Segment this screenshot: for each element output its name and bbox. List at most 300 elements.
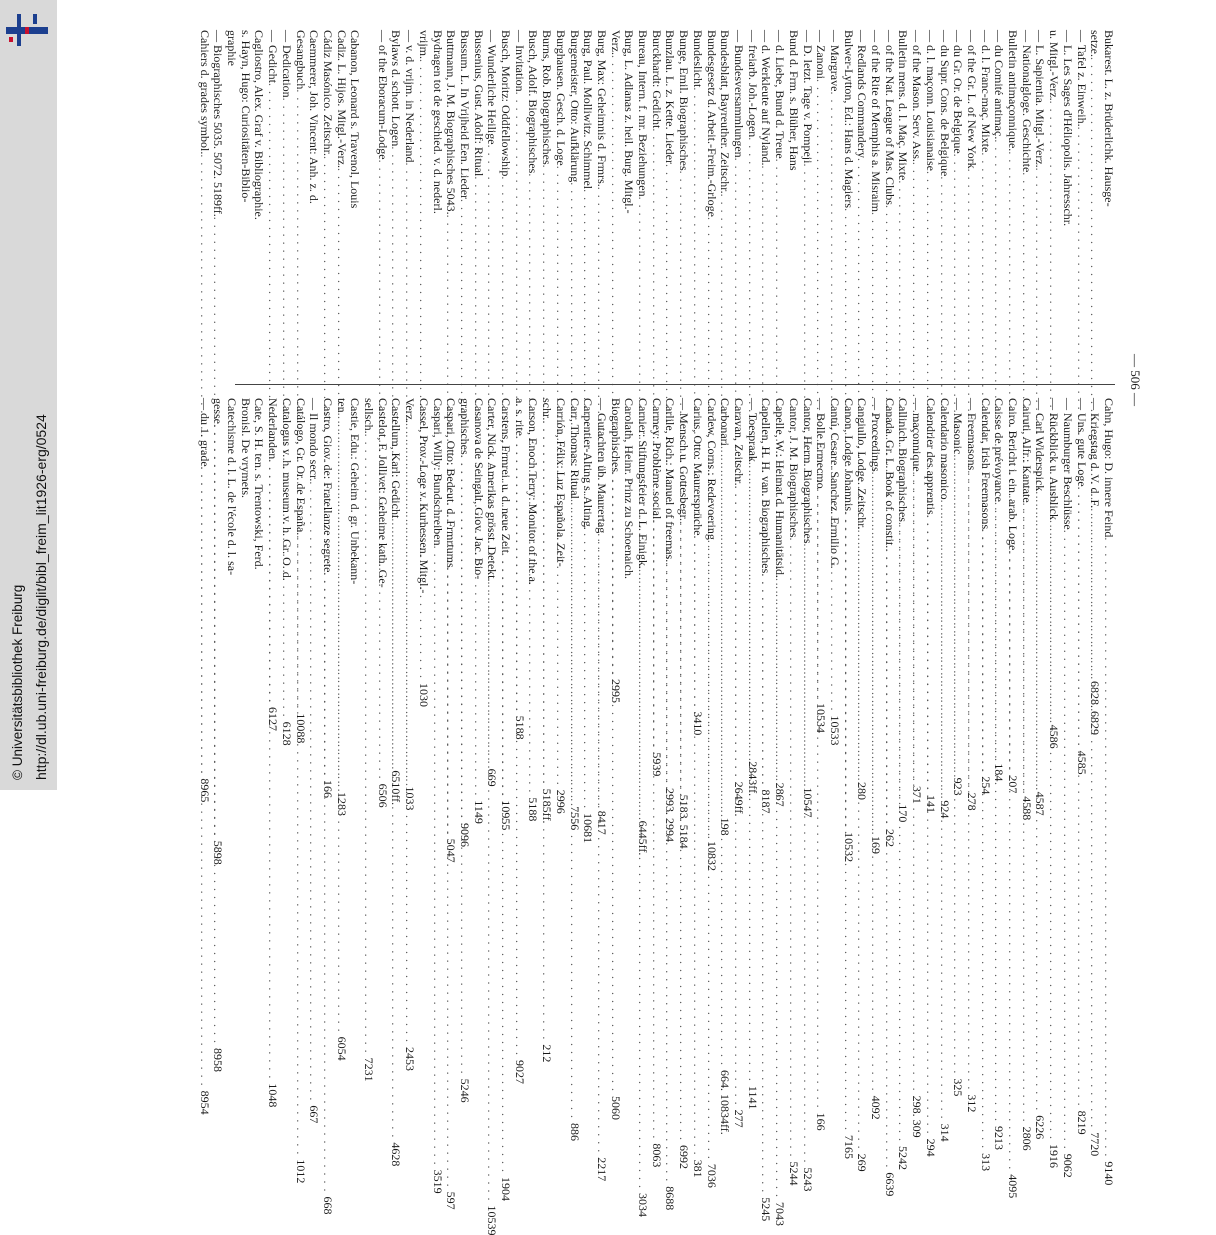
column-divider xyxy=(235,384,1115,385)
index-entry xyxy=(279,398,293,734)
entry-title: — Il mondo secr. xyxy=(307,398,322,482)
entry-title: Buttmann, J. M. Biographisches 5043. xyxy=(444,30,459,215)
entry-title: Burg, L. Adlanas z. heil. Burg. Mitgl.- xyxy=(622,30,637,214)
entry-number: 5245 xyxy=(759,1197,774,1222)
entry-number: 9140 xyxy=(1102,1161,1116,1186)
entry-number: 2217 xyxy=(594,1157,609,1182)
entry-title: gesse xyxy=(211,398,226,424)
entry-title: Cádiz Masónico. Zeitschr. xyxy=(320,30,335,156)
entry-number: 10532 xyxy=(841,832,856,863)
entry-title: — v. d. vrijm. in Nederland xyxy=(403,30,418,163)
entry-number: 2806 xyxy=(1019,1126,1034,1151)
entry-number: 277 xyxy=(732,1109,747,1128)
entry-number: 6226 xyxy=(1033,1115,1048,1140)
index-entry xyxy=(224,30,238,366)
dot-leader xyxy=(594,533,608,1153)
entry-title: Carius, Otto: Maurersprüche xyxy=(690,398,705,536)
entry-title: Caisse de prévoyance xyxy=(992,398,1007,502)
entry-title: Bundesgesetz d. Arbeit.-Freim.-Grloge xyxy=(704,30,719,217)
entry-number: 280 xyxy=(855,781,870,800)
entry-number: 4628 xyxy=(389,1142,404,1167)
entry-title: Callinich. Biographisches xyxy=(896,398,911,522)
index-entry xyxy=(348,398,362,734)
entry-title: — du Gr. Or. de Belgique xyxy=(951,30,966,154)
entry-title: — L. Sapientia. Mitgl.-Verz. xyxy=(1033,30,1048,168)
entry-number: 10547 xyxy=(800,787,815,818)
dot-leader xyxy=(1046,520,1060,1140)
dot-leader xyxy=(307,481,321,1101)
entry-title: ten xyxy=(334,398,349,413)
entry-title: — Toespraak xyxy=(745,398,760,462)
entry-title: Nederlanden xyxy=(266,398,281,460)
index-entry xyxy=(1101,398,1116,1186)
entry-title: — du Comité antimaç. xyxy=(992,30,1007,140)
entry-title: — Tafel z. Einweih. xyxy=(1074,30,1089,127)
index-entry xyxy=(786,30,800,366)
entry-number: 923 xyxy=(951,777,966,796)
entry-title: Catalogus v. h. museum v. h. Gr. O. d. xyxy=(279,398,294,581)
entry-title: Bunzlau. L. z. Kette. Lieder xyxy=(663,30,678,164)
entry-number: 3034 xyxy=(636,1192,651,1217)
dot-leader xyxy=(786,538,800,1158)
entry-title: — Redlands Commandery xyxy=(855,30,870,158)
entry-number: 6127 xyxy=(266,707,281,731)
entry-number: 262 xyxy=(882,828,897,847)
entry-number: 1033 xyxy=(403,786,418,811)
index-entry xyxy=(1060,30,1074,366)
index-entry xyxy=(361,398,377,1082)
index-entry xyxy=(375,398,389,734)
viewer-sidebar xyxy=(0,0,57,790)
index-entry xyxy=(512,398,527,1084)
entry-title: — maçonnique xyxy=(910,398,925,472)
index-entry xyxy=(553,398,567,734)
entry-number: 6054 xyxy=(334,1036,349,1061)
entry-title: Bukarest. L. z. Brüderlichk. Hausge- xyxy=(1102,30,1116,207)
index-entry xyxy=(361,30,375,366)
entry-title: Carnier: Stiftungsfeier d. L. Einigk. xyxy=(636,398,651,569)
entry-title: sellsch. xyxy=(362,398,377,434)
index-entry xyxy=(416,398,430,734)
index-entry xyxy=(348,30,362,366)
entry-title: Casanova de Seingalt, Giov. Jac. Bio- xyxy=(471,398,486,580)
entry-title: Cahiers d. grades symbol. xyxy=(197,30,212,155)
index-entry xyxy=(252,398,266,734)
entry-title: — d. l. maçonn. Louisianaise xyxy=(923,30,938,171)
entry-number: 8965 xyxy=(197,778,212,803)
entry-title: Carstens, Frmrei. u. d. neue Zeit xyxy=(499,398,514,553)
entry-title: Burgemeister, Otto: Aufklärung xyxy=(567,30,582,183)
entry-title: Bunge, Emil. Biographisches xyxy=(677,30,692,171)
entry-title: Canada. Gr. L. Book of constit. xyxy=(882,398,897,549)
entry-title: Bulwer-Lytton, Ed.: Hans d. Magiers xyxy=(841,30,856,209)
entry-number: 313 xyxy=(978,1153,993,1172)
entry-number: 1904 xyxy=(499,1176,514,1201)
entry-number: 2995 xyxy=(608,678,623,703)
entry-number: 141 xyxy=(923,794,938,813)
entry-number: 5244 xyxy=(786,1161,801,1186)
entry-title: — Carl Widerspick xyxy=(1033,398,1048,492)
entry-number: 8187 xyxy=(759,789,774,814)
entry-title: Cantor, Herm. Biographisches xyxy=(800,398,815,544)
entry-number: 325 xyxy=(951,1078,966,1097)
index-entry xyxy=(430,30,444,366)
entry-number: 4586 xyxy=(1047,724,1062,749)
entry-number: 667 xyxy=(307,1105,322,1124)
entry-number: 170 xyxy=(896,804,911,823)
entry-number: 278 xyxy=(964,792,979,811)
entry-title: — freiarb. Joh.-Logen xyxy=(745,30,760,138)
library-logo-icon xyxy=(6,12,48,48)
entry-title: vrijm. xyxy=(416,30,431,59)
entry-title: — Naumburger Beschlüsse xyxy=(1060,398,1075,530)
entry-title: Biographisches xyxy=(608,398,623,472)
entry-number: 6639 xyxy=(882,1172,897,1197)
entry-title: Cantor, J. M. Biographisches xyxy=(786,398,801,538)
entry-number: 6506 xyxy=(375,783,390,808)
entry-title: schr. xyxy=(540,398,555,421)
dot-leader xyxy=(649,519,663,1139)
entry-number: 3519 xyxy=(430,1169,445,1194)
entry-title: Caemmerer, Joh. Vincent: Anh. z. d. xyxy=(307,30,322,204)
entry-title: — d. l. Franc-maç. Mixte xyxy=(978,30,993,153)
entry-title: Catálogo, Gr. Or. de España. xyxy=(293,398,308,536)
entry-number: 5246 xyxy=(457,1078,472,1103)
dot-leader xyxy=(197,467,211,1087)
index-entry xyxy=(581,398,595,734)
entry-number: 4585 xyxy=(1074,750,1089,775)
entry-number: 10088 xyxy=(293,713,308,744)
entry-number: 198 xyxy=(718,817,733,836)
entry-title: Carpentier-Alting s. Alting. xyxy=(581,398,596,530)
entry-number: 5242 xyxy=(896,1145,911,1170)
index-entry xyxy=(526,398,540,734)
entry-title: — Proceedings xyxy=(869,398,884,472)
dot-leader xyxy=(1074,487,1088,1107)
index-entry xyxy=(238,398,252,734)
dot-leader xyxy=(389,518,403,1138)
entry-title: — Biographisches 5035. 5072. 5189ff. xyxy=(211,30,226,217)
entry-number: 5898 xyxy=(211,840,226,865)
index-entry xyxy=(265,398,281,1108)
index-entry xyxy=(307,30,321,366)
entry-title: — Dedication xyxy=(279,30,294,98)
entry-number: 4095 xyxy=(1006,1174,1021,1199)
entry-title: Bulletin antimaçonnique. xyxy=(1006,30,1021,152)
page-number: — 506 — xyxy=(1128,354,1143,406)
dot-leader xyxy=(745,462,759,1082)
index-entry xyxy=(252,30,266,366)
entry-number: 294 xyxy=(923,1138,938,1157)
entry-number: 7036 xyxy=(704,1163,719,1188)
entry-number: 169 xyxy=(869,835,884,854)
entry-number: 7556 xyxy=(567,806,582,831)
entry-number: 1916 xyxy=(1047,1144,1062,1168)
entry-title: Cairuti, Alfr.: Kantate xyxy=(1019,398,1034,503)
entry-title: — Invitation xyxy=(512,30,527,92)
entry-number: 7043 xyxy=(773,1201,788,1226)
dot-leader xyxy=(1088,508,1102,1128)
entry-number: 1030 xyxy=(416,683,431,707)
entry-title: — of the Nat. League of Mas. Clubs xyxy=(882,30,897,205)
entry-number: 9213 xyxy=(992,1125,1007,1150)
entry-title: Carlile, Rich.: Manuel of freemas. xyxy=(663,398,678,563)
dot-leader xyxy=(992,502,1006,1122)
dot-leader xyxy=(677,521,691,1141)
entry-number: 886 xyxy=(567,1122,582,1141)
dot-leader xyxy=(635,569,649,1189)
dot-leader xyxy=(772,578,786,1198)
entry-title: Caspari, Willy: Bundschreiben xyxy=(430,398,445,546)
index-entry xyxy=(622,30,636,366)
entry-number: 166 xyxy=(814,1112,829,1131)
entry-title: — of the Mason. Serv. Ass. xyxy=(910,30,925,162)
dot-leader xyxy=(1033,491,1047,1111)
entry-title: Cairo. Bericht i. ein. arab. Loge xyxy=(1006,398,1021,551)
entry-title: — of the Rite of Memphis a. Misraim xyxy=(869,30,884,212)
entry-title: — L. Les Sages d'Héliopolis. Jahresschr. xyxy=(1060,30,1075,227)
index-entry xyxy=(622,398,636,734)
entry-number: 314 xyxy=(937,1123,952,1142)
entry-title: Cassel, Prov.-Loge v. Kurhessen. Mitgl.- xyxy=(416,398,431,594)
entry-title: — of the Gr. L. of New York xyxy=(964,30,979,169)
entry-title: setze. xyxy=(1088,30,1103,57)
dot-leader xyxy=(320,573,334,1193)
entry-title: Busch, Adolf. Biographisches xyxy=(526,30,541,174)
entry-title: Calendar, Irish Freemasons xyxy=(978,398,993,530)
entry-number: 1141 xyxy=(745,1085,760,1110)
entry-number: 4092 xyxy=(869,1095,884,1120)
entry-title: — Masonic xyxy=(951,398,966,455)
entry-title: Cahn, Hugo: D. innere Feind xyxy=(1102,398,1116,538)
dot-leader xyxy=(896,522,910,1142)
dot-leader xyxy=(704,540,718,1160)
entry-title: Bronisl. De vrymets. xyxy=(238,398,253,498)
entry-title: Burg, Max: Geheimnis d. Frmrs. xyxy=(594,30,609,187)
dot-leader xyxy=(923,515,937,1135)
dot-leader xyxy=(485,581,499,1201)
entry-number: 597 xyxy=(444,1191,459,1210)
rotated-page-content xyxy=(197,0,1145,1235)
entry-number: 166 xyxy=(320,779,335,798)
dot-leader xyxy=(512,436,526,1056)
entry-number: 10539 xyxy=(485,1205,500,1235)
dot-leader xyxy=(498,553,512,1173)
entry-number: 4587 xyxy=(1033,791,1048,816)
copyright-notice: © Universitätsbibliothek Freiburg xyxy=(10,584,25,780)
entry-number: 5188 xyxy=(512,715,527,740)
entry-title: Cantú, Cesare. Sanchez. Ermilio G. xyxy=(827,398,842,569)
entry-number: 10832 xyxy=(704,840,719,871)
entry-title: Carson, Enoch Terry: Monitor of the a. xyxy=(526,398,541,585)
entry-title: Caspari, Otto: Bedeut. d. Frmrtums xyxy=(444,398,459,568)
entry-title: Burg, Paul. Molliwitz. Schimmel xyxy=(581,30,596,190)
dot-leader xyxy=(539,420,553,1040)
entry-title: — d. Werkleute auf Nyland. xyxy=(759,30,774,166)
dot-leader xyxy=(567,499,581,1119)
index-entry xyxy=(293,398,308,1184)
entry-title: Cabanon, Leonard s. Travenol, Louis xyxy=(348,30,363,209)
entry-title: Canon, Lodge Johannis xyxy=(841,398,856,511)
entry-title: Caravan, Zeitschr. xyxy=(732,398,747,486)
entry-number: 8958 xyxy=(211,1048,226,1072)
entry-number: 2843ff. xyxy=(745,761,760,797)
entry-title: Catechisme d. l. L. de l'école d. l. sa- xyxy=(225,398,239,576)
entry-title: Cardew, Corns.: Redevoering xyxy=(704,398,719,540)
index-entry xyxy=(430,398,445,1194)
entry-title: graphisches xyxy=(457,398,472,455)
entry-number: 7231 xyxy=(362,1057,377,1082)
index-entry xyxy=(814,398,829,1131)
dot-leader xyxy=(1060,530,1074,1150)
dot-leader xyxy=(690,536,704,1156)
entry-title: Capelle, W.: Heimat d. Humanitätsid. xyxy=(773,398,788,578)
entry-number: 254 xyxy=(978,776,993,795)
dot-leader xyxy=(211,424,225,1044)
index-entry xyxy=(608,398,623,1120)
entry-number: 5939 xyxy=(649,752,664,777)
entry-title: Bylaws d. schott. Logen xyxy=(389,30,404,147)
entry-number: 269 xyxy=(855,1153,870,1172)
entry-number: 7720 xyxy=(1088,1132,1103,1157)
dot-leader xyxy=(868,472,882,1092)
dot-leader xyxy=(293,535,307,1155)
entry-title: Bulletin mens. d. l. Maç. Mixte xyxy=(896,30,911,181)
entry-title: Castie, Edu.: Geheim d. gr. Unbekann- xyxy=(348,398,363,585)
entry-number: 5185ff. xyxy=(540,788,555,824)
entry-number: 6128 xyxy=(279,721,294,746)
entry-title: Burghausen. Gesch. d. Loge xyxy=(553,30,568,166)
index-entry xyxy=(827,398,841,734)
entry-number: 1048 xyxy=(266,1083,281,1108)
entry-number: 6445ff. xyxy=(636,820,651,856)
index-entry xyxy=(471,398,485,734)
entry-title: graphie xyxy=(225,30,239,66)
entry-title: Calendrier des apprentis xyxy=(923,398,938,515)
entry-title: Gesangbuch xyxy=(293,30,308,90)
entry-title: Bundesblatt, Bayreuther. Zeitschr. xyxy=(718,30,733,194)
dot-leader xyxy=(841,511,855,1131)
entry-number: 664. 10834ff. xyxy=(718,1069,733,1135)
entry-title: — Wunderliche Heilige xyxy=(485,30,500,145)
dot-leader xyxy=(402,423,416,1043)
index-entry xyxy=(786,398,801,1186)
dot-leader xyxy=(978,529,992,1149)
dot-leader xyxy=(334,413,348,1033)
document-url[interactable]: http://dl.ub.uni-freiburg.de/diglit/bibl_freim_lit1926-erg/0524 xyxy=(33,414,49,780)
index-entry xyxy=(1060,398,1075,1178)
entry-title: u. Mitgl.-Verz. xyxy=(1047,30,1062,101)
entry-title: Castellum, Karl: Gedicht xyxy=(389,398,404,519)
dot-leader xyxy=(855,530,869,1150)
dot-leader xyxy=(1005,550,1019,1170)
entry-title: — of the Eboracum-Lodge xyxy=(375,30,390,160)
dot-leader xyxy=(608,472,622,1092)
entry-title: Bundeslicht xyxy=(690,30,705,88)
entry-title: s. Hayn, Hugo: Curiositäten-Biblio- xyxy=(238,30,253,203)
entry-title: Cadiz. L. Hijos. Mitgl.-Verz. xyxy=(334,30,349,168)
dot-leader xyxy=(909,472,923,1092)
dot-leader xyxy=(361,434,375,1054)
entry-number: 9062 xyxy=(1060,1153,1075,1178)
dot-leader xyxy=(430,546,444,1166)
scanned-page xyxy=(57,0,1216,1235)
entry-title: Bussenius, Gust. Adolf: Ritual xyxy=(471,30,486,177)
entry-number: 5243 xyxy=(800,1167,815,1192)
entry-number: 8219 xyxy=(1074,1110,1089,1135)
entry-title: — Bundesversammlungen xyxy=(732,30,747,158)
entry-number: 5183. 5184 xyxy=(677,794,692,849)
entry-title: — Mensch u. Gottesbegr. xyxy=(677,398,692,521)
dot-leader xyxy=(1019,503,1033,1123)
entry-number: 924 xyxy=(937,800,952,819)
entry-number: 7165 xyxy=(841,1135,856,1159)
entry-number: 312 xyxy=(964,1094,979,1113)
entry-title: — Margrave xyxy=(827,30,842,92)
index-entry xyxy=(238,30,252,366)
entry-number: 8688 xyxy=(663,1186,678,1211)
entry-title: Calendario masonico xyxy=(937,398,952,500)
entry-number: 668 xyxy=(320,1196,335,1215)
dot-leader xyxy=(265,459,279,1079)
index-entry xyxy=(1101,30,1115,366)
entry-number: 2993. 2994 xyxy=(663,787,678,842)
entry-number: 2649ff. xyxy=(732,781,747,817)
entry-number: 9096 xyxy=(457,823,472,848)
entry-title: Verz. xyxy=(608,30,623,55)
entry-title: — Zanoni xyxy=(814,30,829,79)
entry-number: 6992 xyxy=(677,1144,692,1169)
entry-number: 207 xyxy=(1006,775,1021,794)
entry-number: 5047 xyxy=(444,838,459,863)
entry-number: 10955 xyxy=(499,800,514,831)
entry-number: 5060 xyxy=(608,1096,623,1120)
entry-number: 10681 xyxy=(581,813,596,844)
dot-leader xyxy=(663,562,677,1182)
entry-number: 5188 xyxy=(526,797,541,822)
entry-title: — Uns. gute Loge xyxy=(1074,398,1089,487)
entry-title: — Bolle Ermecmo xyxy=(814,398,829,489)
entry-number: 3410 xyxy=(690,711,705,736)
entry-title: — Kriegstag d. V. d. F. xyxy=(1088,398,1103,509)
entry-title: Cangiullo, Lodge. Zeitschr. xyxy=(855,398,870,530)
entry-title: Cate, S. H. ten. s. Trentowski, Ferd. xyxy=(252,398,267,570)
entry-title: Busch, Moritz: Oddfellowship xyxy=(499,30,514,177)
entry-number: 8954 xyxy=(197,1090,212,1115)
dot-leader xyxy=(800,544,814,1164)
entry-title: — Nationalgloge. Geschichte xyxy=(1019,30,1034,173)
entry-title: Carbonari xyxy=(718,398,733,446)
dot-leader xyxy=(882,548,896,1168)
entry-title: — du Supr. Cons. de Belgique xyxy=(937,30,952,177)
entry-title: — du 1. grade xyxy=(197,398,212,467)
dot-leader xyxy=(457,455,471,1075)
entry-number: 8063 xyxy=(649,1143,664,1168)
entry-title: — Gutachten üb. Maurertag xyxy=(594,398,609,534)
entry-number: 9027 xyxy=(512,1060,527,1084)
index-entry xyxy=(690,398,705,1178)
entry-number: 212 xyxy=(540,1044,555,1063)
entry-title: Castelot, F. Jollivet: Geheime kath. Ge- xyxy=(375,398,390,588)
index-entry xyxy=(224,398,238,734)
dot-leader xyxy=(759,573,773,1193)
entry-title: a. s. rite xyxy=(512,398,527,436)
dot-leader xyxy=(937,500,951,1120)
dot-leader xyxy=(731,486,745,1106)
entry-title: Verz. xyxy=(403,398,418,423)
entry-title: Carter, Nick. Amerikas grösst. Detekt. xyxy=(485,398,500,582)
entry-title: Carmey: Problème social xyxy=(649,398,664,520)
